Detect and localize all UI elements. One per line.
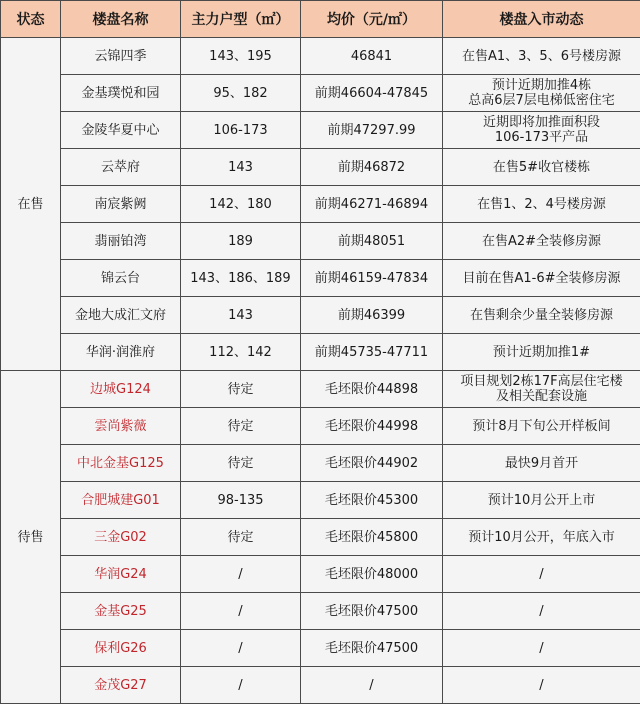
table-row	[1, 223, 640, 260]
news-cell: 近期即将加推面积段 106-173平产品	[443, 112, 640, 149]
news-cell: 在售A2#全装修房源	[443, 223, 640, 260]
property-name-cell: 雲尚紫薇	[61, 408, 181, 445]
property-name-cell: 翡丽铂湾	[61, 223, 181, 260]
status-cell: 待售	[1, 371, 61, 704]
price-cell: 46841	[301, 38, 443, 75]
layout-cell: 98-135	[181, 482, 301, 519]
news-cell: 在售5#收官楼栋	[443, 149, 640, 186]
news-cell: 项目规划2栋17F高层住宅楼 及相关配套设施	[443, 371, 640, 408]
property-name-cell: 金茂G27	[61, 667, 181, 704]
table-row	[1, 445, 640, 482]
price-cell: 前期46159-47834	[301, 260, 443, 297]
news-cell: 在售剩余少量全装修房源	[443, 297, 640, 334]
news-cell: /	[443, 556, 640, 593]
layout-cell: 106-173	[181, 112, 301, 149]
status-cell: 在售	[1, 38, 61, 371]
table-row	[1, 260, 640, 297]
price-cell: 前期47297.99	[301, 112, 443, 149]
layout-cell: 142、180	[181, 186, 301, 223]
property-name-cell: 南宸紫阙	[61, 186, 181, 223]
news-cell: 目前在售A1-6#全装修房源	[443, 260, 640, 297]
price-cell: 毛坯限价44902	[301, 445, 443, 482]
property-name-cell: 三金G02	[61, 519, 181, 556]
header-row	[1, 1, 640, 38]
layout-cell: 待定	[181, 408, 301, 445]
table-row	[1, 482, 640, 519]
property-name-cell: 保利G26	[61, 630, 181, 667]
header-price: 均价（元/㎡）	[301, 1, 443, 38]
table-body	[1, 38, 640, 704]
property-name-cell: 华润·润淮府	[61, 334, 181, 371]
layout-cell: /	[181, 593, 301, 630]
table-row	[1, 186, 640, 223]
news-cell: 预计10月公开，年底入市	[443, 519, 640, 556]
price-cell: 毛坯限价44898	[301, 371, 443, 408]
layout-cell: 143、195	[181, 38, 301, 75]
property-name-cell: 云锦四季	[61, 38, 181, 75]
property-name-cell: 云萃府	[61, 149, 181, 186]
header-news: 楼盘入市动态	[443, 1, 640, 38]
table-row	[1, 371, 640, 408]
property-name-cell: 锦云台	[61, 260, 181, 297]
price-cell: 前期46604-47845	[301, 75, 443, 112]
layout-cell: 112、142	[181, 334, 301, 371]
layout-cell: 95、182	[181, 75, 301, 112]
news-cell: /	[443, 593, 640, 630]
property-name-cell: 金基G25	[61, 593, 181, 630]
layout-cell: /	[181, 556, 301, 593]
price-cell: 前期46271-46894	[301, 186, 443, 223]
table-row	[1, 334, 640, 371]
news-cell: 预计8月下旬公开样板间	[443, 408, 640, 445]
table-row	[1, 593, 640, 630]
price-cell: 毛坯限价48000	[301, 556, 443, 593]
property-name-cell: 合肥城建G01	[61, 482, 181, 519]
news-cell: 预计近期加推4栋 总高6层7层电梯低密住宅	[443, 75, 640, 112]
price-cell: 毛坯限价45800	[301, 519, 443, 556]
property-name-cell: 金陵华夏中心	[61, 112, 181, 149]
table-row	[1, 38, 640, 75]
property-name-cell: 金基璞悦和园	[61, 75, 181, 112]
price-cell: 毛坯限价45300	[301, 482, 443, 519]
price-cell: 前期46399	[301, 297, 443, 334]
table-row	[1, 556, 640, 593]
property-name-cell: 中北金基G125	[61, 445, 181, 482]
news-cell: /	[443, 630, 640, 667]
table-row	[1, 667, 640, 704]
news-cell: /	[443, 667, 640, 704]
property-name-cell: 金地大成汇文府	[61, 297, 181, 334]
layout-cell: /	[181, 630, 301, 667]
news-cell: 最快9月首开	[443, 445, 640, 482]
table-row	[1, 630, 640, 667]
table-row	[1, 75, 640, 112]
layout-cell: 待定	[181, 519, 301, 556]
layout-cell: 189	[181, 223, 301, 260]
price-cell: 毛坯限价47500	[301, 593, 443, 630]
layout-cell: 143	[181, 149, 301, 186]
layout-cell: 待定	[181, 371, 301, 408]
news-cell: 预计近期加推1#	[443, 334, 640, 371]
price-cell: 前期45735-47711	[301, 334, 443, 371]
layout-cell: 143、186、189	[181, 260, 301, 297]
header-status: 状态	[1, 1, 61, 38]
news-cell: 预计10月公开上市	[443, 482, 640, 519]
header-layout: 主力户型（㎡）	[181, 1, 301, 38]
price-cell: 前期48051	[301, 223, 443, 260]
layout-cell: 143	[181, 297, 301, 334]
price-cell: 毛坯限价44998	[301, 408, 443, 445]
layout-cell: 待定	[181, 445, 301, 482]
header-name: 楼盘名称	[61, 1, 181, 38]
table-row	[1, 297, 640, 334]
property-name-cell: 边城G124	[61, 371, 181, 408]
layout-cell: /	[181, 667, 301, 704]
table-row	[1, 519, 640, 556]
property-name-cell: 华润G24	[61, 556, 181, 593]
price-cell: 前期46872	[301, 149, 443, 186]
price-cell: 毛坯限价47500	[301, 630, 443, 667]
news-cell: 在售A1、3、5、6号楼房源	[443, 38, 640, 75]
table-row	[1, 408, 640, 445]
news-cell: 在售1、2、4号楼房源	[443, 186, 640, 223]
price-cell: /	[301, 667, 443, 704]
table-row	[1, 149, 640, 186]
table-row	[1, 112, 640, 149]
